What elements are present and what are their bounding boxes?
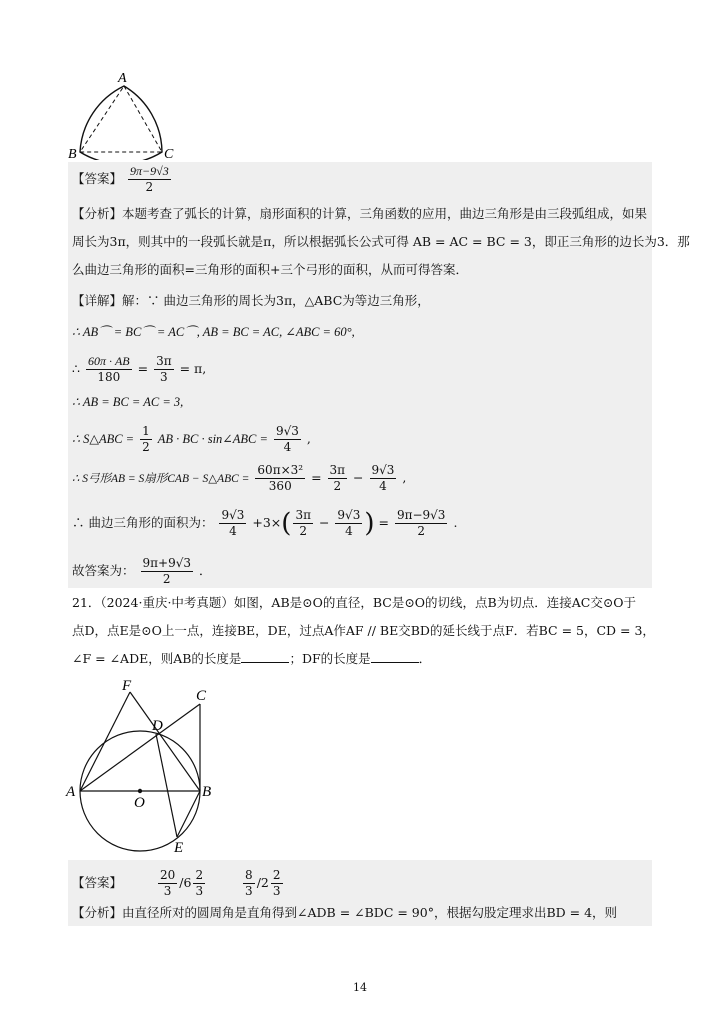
label-O: O xyxy=(134,795,145,811)
q20-step-3: ∴ AB = BC = AC = 3, xyxy=(72,395,184,409)
analysis-tag: 【分析】 xyxy=(72,206,123,221)
label-C: C xyxy=(164,147,174,160)
q20-step-4: ∴ S△ABC = $\frac{1}{2}$ AB · BC · sin∠ABC = $\frac{9√3}{4}$ , xyxy=(72,424,311,454)
curved-triangle-outline xyxy=(80,86,162,160)
figure-circle-geometry xyxy=(64,676,224,856)
label-B2: B xyxy=(202,784,212,800)
label-D: D xyxy=(152,718,163,734)
detail-tag: 【详解】 xyxy=(72,293,123,308)
q20-detail-line-1: 【详解】解：∵ 曲边三角形的周长为3π，△ABC为等边三角形， xyxy=(72,293,430,308)
analysis-tag: 【分析】 xyxy=(72,905,123,920)
q21-line-1: 21．（2024·重庆·中考真题）如图，AB是⊙O的直径，BC是⊙O的切线，点B为切点．连接AC交⊙O于 xyxy=(72,595,637,610)
figure-curved-triangle xyxy=(66,70,196,160)
label-A: A xyxy=(118,71,127,86)
label-C2: C xyxy=(196,688,207,704)
q21-answer-line: 【答案】 $\frac{20}{3}$ /6 $\frac{2}{3}$ $\frac{8}{3}$ /2 $\frac{2}{3}$ xyxy=(72,868,281,898)
q20-step-5: ∴ S弓形AB = S扇形CAB − S△ABC = $\frac{\text{60π×3²}}{360}$ = $\frac{3\pi}{2}$ − $\frac{9√3}{4}$ , xyxy=(72,463,407,493)
answer-blank-ab[interactable] xyxy=(241,650,289,663)
q20-step-6: ∴ 曲边三角形的面积为： $\frac{9√3}{4}$ +3×( $\frac{3\pi}{2}$ − $\frac{9√3}{4}$ ) = $\frac{9\pi-9√3}{2}$ . xyxy=(72,508,458,539)
center-o-dot xyxy=(138,789,142,793)
answer-fraction: $\frac{9\pi-9√3}{2}$ xyxy=(130,164,169,194)
q20-final-answer: 故答案为： $\frac{9\pi+9√3}{2}$ ． xyxy=(72,556,212,586)
segment-de xyxy=(156,734,177,837)
label-A2: A xyxy=(66,784,76,800)
page-number: 14 xyxy=(353,981,367,994)
segment-af xyxy=(80,692,130,791)
q20-analysis-line-3: 么曲边三角形的面积=三角形的面积+三个弓形的面积，从而可得答案． xyxy=(72,262,468,277)
q21-analysis-line-1: 【分析】由直径所对的圆周角是直角得到∠ADB = ∠BDC = 90°，根据勾股定理求出BD = 4，则 xyxy=(72,905,618,920)
segment-be xyxy=(177,791,200,837)
q20-answer-line xyxy=(72,164,173,195)
label-E: E xyxy=(174,840,184,856)
q20-analysis-line-2: 周长为3π，则其中的一段弧长就是π，所以根据弧长公式可得 AB = AC = BC = 3，即正三角形的边长为3．那 xyxy=(72,234,690,249)
answer-tag: 【答案】 xyxy=(72,875,123,890)
q21-line-2: 点D，点E是⊙O上一点，连接BE，DE，过点A作AF // BE交BD的延长线于点F．若BC = 5，CD = 3， xyxy=(72,623,655,638)
label-F: F xyxy=(122,678,132,694)
answer-tag: 【答案】 xyxy=(72,171,123,186)
q20-step-1: ∴ AB⌒ = BC⌒ = AC⌒, AB = BC = AC, ∠ABC = 60°, xyxy=(72,325,355,339)
label-B: B xyxy=(68,147,77,160)
inner-triangle-dashed xyxy=(80,86,162,152)
answer-blank-df[interactable] xyxy=(371,650,419,663)
q20-step-2: ∴ $\frac{60\pi \cdot AB}{180}$ = $\frac{3\pi}{3}$ = π, xyxy=(72,354,207,384)
q21-line-3: ∠F = ∠ADE，则AB的长度是 ；DF的长度是 ． xyxy=(72,651,432,666)
q20-analysis-line-1: 【分析】本题考查了弧长的计算，扇形面积的计算，三角函数的应用，曲边三角形是由三段弧组成，如果 xyxy=(72,206,648,221)
